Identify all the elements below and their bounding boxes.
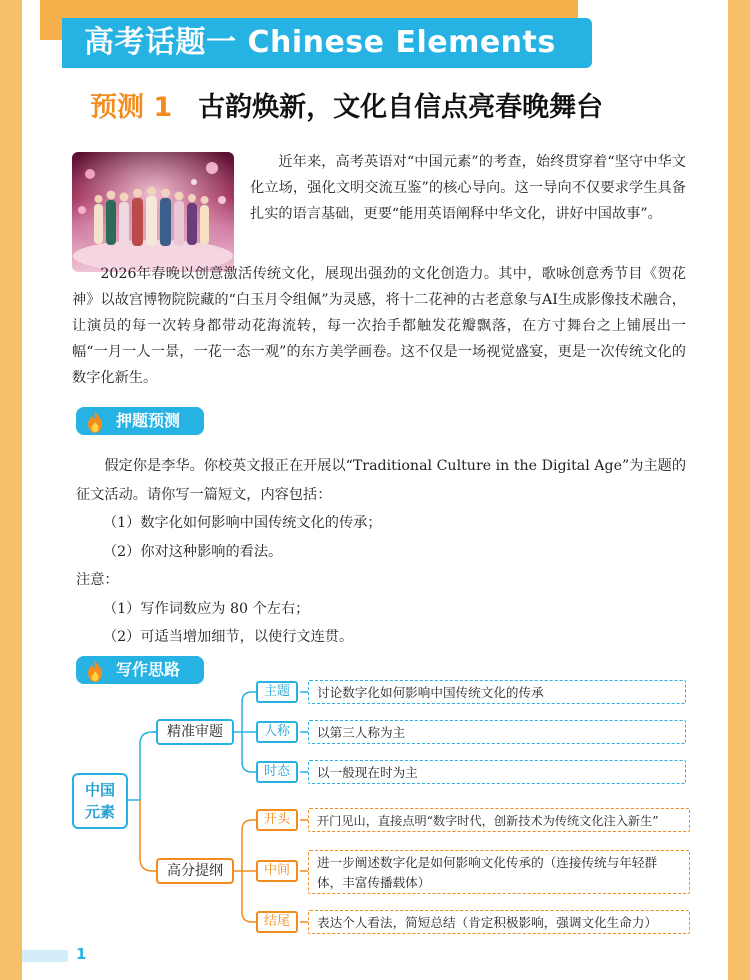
task-line: （1）数字化如何影响中国传统文化的传承； xyxy=(102,515,382,531)
task-line: （2）可适当增加细节，以使行文连贯。 xyxy=(102,629,354,645)
prediction-title: 古韵焕新，文化自信点亮春晚舞台 xyxy=(198,92,604,123)
page-number-bar xyxy=(22,950,68,962)
desc-topic: 讨论数字化如何影响中国传统文化的传承 xyxy=(308,680,686,704)
tag-opening: 开头 xyxy=(256,809,298,831)
intro-paragraph-1: 近年来，高考英语对“中国元素”的考查，始终贯穿着“坚守中华文化立场，强化文明交流互鉴”的核心导向。这一导向不仅要求学生具备扎实的语言基础，更要“能用英语阐释中华文化，讲好中国故事”。 xyxy=(250,154,686,222)
task-line: 注意： xyxy=(76,572,119,588)
topic-header: 高考话题一 Chinese Elements xyxy=(62,18,592,68)
prediction-number: 预测 1 xyxy=(90,92,173,123)
task-line: （1）写作词数应为 80 个左右； xyxy=(102,600,310,617)
task-line: 征文活动。请你写一篇短文，内容包括： xyxy=(76,486,332,503)
tag-tense: 时态 xyxy=(256,761,298,783)
flame-icon xyxy=(84,410,106,434)
task-line: （2）你对这种影响的看法。 xyxy=(102,543,283,560)
desc-opening: 开门见山，直接点明“数字时代，创新技术为传统文化注入新生” xyxy=(308,808,690,832)
task-line: 假定你是李华。你校英文报正在开展以“Traditional Culture in the Digital Age”为主题的 xyxy=(104,458,687,474)
desc-tense: 以一般现在时为主 xyxy=(308,760,686,784)
flame-icon xyxy=(84,659,106,683)
branch-precise-review: 精准审题 xyxy=(156,719,234,745)
tag-topic: 主题 xyxy=(256,681,298,703)
tag-middle: 中间 xyxy=(256,860,298,882)
section-label-prediction: 押题预测 xyxy=(78,407,204,435)
section-label-writing-ideas: 写作思路 xyxy=(78,656,204,684)
desc-middle: 进一步阐述数字化是如何影响文化传承的（连接传统与年轻群体，丰富传播载体） xyxy=(308,850,690,894)
branch-outline: 高分提纲 xyxy=(156,858,234,884)
root-line-1: 中国 xyxy=(84,781,115,799)
root-line-2: 元素 xyxy=(84,803,115,821)
desc-ending: 表达个人看法，简短总结（肯定积极影响，强调文化生命力） xyxy=(308,910,690,934)
intro-paragraph-2: 2026年春晚以创意激活传统文化，展现出强劲的文化创造力。其中，歌咏创意秀节目《贺花神》以故宫博物院院藏的“白玉月令组佩”为灵感，将十二花神的古老意象与AI生成影像技术融合，让演员的每一次转身都带动花海流转，每一次抬手都触发花瓣飘落，在方寸舞台之上铺展出一幅“一月一人一景，一花一态一观”的东方美学画卷。这不仅是一场视觉盛宴，更是一次传统文化的数字化新生。 xyxy=(72,266,686,386)
tag-ending: 结尾 xyxy=(256,911,298,933)
tag-person: 人称 xyxy=(256,721,298,743)
mindmap-root xyxy=(72,773,128,829)
desc-person: 以第三人称为主 xyxy=(308,720,686,744)
page-number: 1 xyxy=(76,945,87,963)
